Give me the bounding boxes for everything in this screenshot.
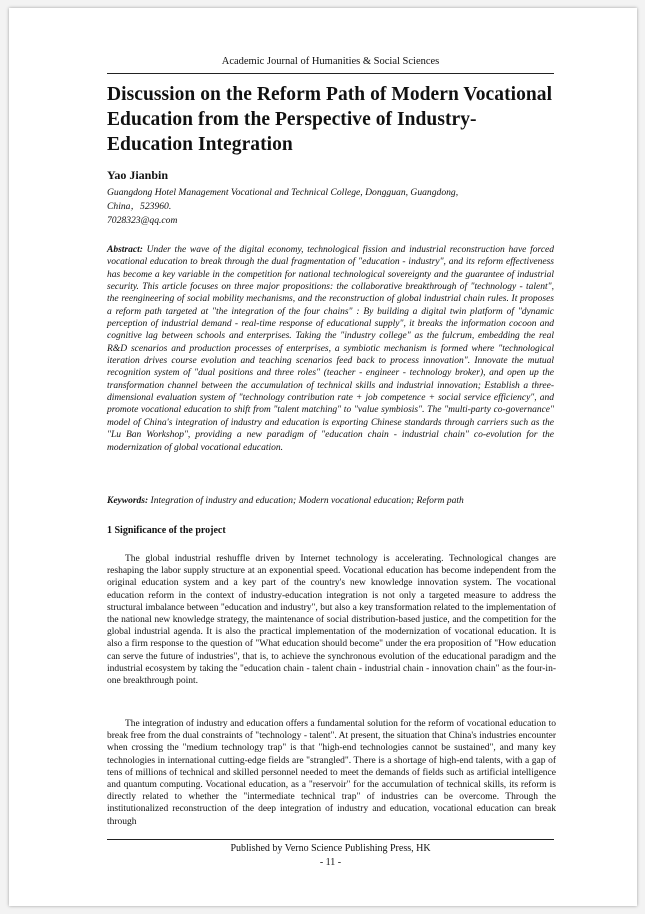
affiliation-line: China，523960. [107, 201, 172, 212]
paper-page [9, 8, 637, 906]
running-head: Academic Journal of Humanities & Social Sciences [221, 56, 440, 67]
body-paragraph: The integration of industry and education offers a fundamental solution for the reform of vocational education to break free from the dual constraints of "technology - talent". At present, the situation that China's industries encounter when crossing the "medium technology trap" is that "high-end technologies cannot be sustained", and many key technologies in international cutting-edge fields are "strangled". There is a shortage of high-end talents, with a gap of tens of millions of technical and skilled personnel needed to meet the demands of fields such as artificial intelligence and quantum computing. Vocational education, as a "reservoir" for the accumulation of technical skills, its reform is directly related to whether the "intermediate technical trap" of industries can be overcome. Through the institutionalized reconstruction of the deep integration of industry and education, vocational education can break through [107, 719, 556, 827]
author-affiliation [107, 186, 547, 228]
paper-title: Discussion on the Reform Path of Modern Vocational Education from the Perspective of Industry-Education Integration [107, 84, 553, 155]
abstract [107, 244, 554, 454]
header-rule [107, 73, 554, 74]
footer-rule [107, 839, 554, 840]
page-number: - 11 - [319, 857, 342, 868]
keywords [107, 496, 554, 506]
abstract-text: Under the wave of the digital economy, technological fission and industrial reconstruction have forced vocational education to break through the dual fragmentation of "education - industry", and its reform effectiveness has become a key variable in the competition for national technological sovereignty and the guarantee of industrial security. This article focuses on three major propositions: the collaborative breakthrough of "technology - talent", the reengineering of social mobility mechanisms, and the reconstruction of global industrial chain rules. It proposes a reform path targeted at "the integration of the four chains" : By building a digital twin platform of "dynamic perception of industrial demand - real-time response of educational supply", it breaks the information cocoon and cognitive lag between schools and enterprises. Taking the "industry college" as the fulcrum, embedding the real R&D scenarios and production processes of enterprises, a symbiotic mechanism is formed where "technological iteration drives course evolution and teaching scenarios feed back to process innovation". Innovate the mutual recognition system of "dual positions and three roles" (teacher - engineer - technology broker), and open up the transformation channel between the accumulation of technical skills and industrial innovation; Establish a three-dimensional evaluation system of "technology contribution rate + job competence + social service efficiency", and promote vocational education to shift from "talent matching" to "value symbiosis". The "multi-party co-governance" model of China's integration of industry and education is exporting Chinese standards through carriers such as the "Lu Ban Workshop", providing a new paradigm of "education chain - industrial chain" co-evolution for the modernization of global vocational education. [107, 245, 555, 453]
section-heading: 1 Significance of the project [107, 525, 226, 536]
body-paragraph: The global industrial reshuffle driven by Internet technology is accelerating. Technological changes are reshaping the labor supply structure at an exponential speed. Vocational education has become independent from the original education system and a key part of the country's new knowledge innovation system. The vocational education reform in the context of industry-education integration is not only a targeted measure to address the structural imbalance between "education and industry", but also a key transformation related to the implementation of the national new knowledge strategy, the maintenance of social distribution-based justice, and the competition for the global industrial agenda. It is also the practical implementation of the modernization of vocational education. It is also a firm response to the question of "What education should become" under the era proposition of "How education can serve the future of industries", that is, to achieve the synchronous evolution of the educational paradigm and the industrial ecosystem by taking the "education chain - talent chain - industrial chain - innovation chain" as the four-in-one breakthrough point. [107, 554, 556, 687]
publisher-line: Published by Verno Science Publishing Press, HK [230, 843, 431, 854]
keywords-label: Keywords: [107, 496, 149, 506]
author-email: 7028323@qq.com [107, 215, 178, 226]
author-name: Yao Jianbin [107, 168, 169, 182]
keywords-text: Integration of industry and education; Modern vocational education; Reform path [150, 496, 464, 506]
abstract-label: Abstract: [107, 245, 143, 255]
affiliation-line: Guangdong Hotel Management Vocational and Technical College, Dongguan, Guangdong, [107, 187, 459, 198]
